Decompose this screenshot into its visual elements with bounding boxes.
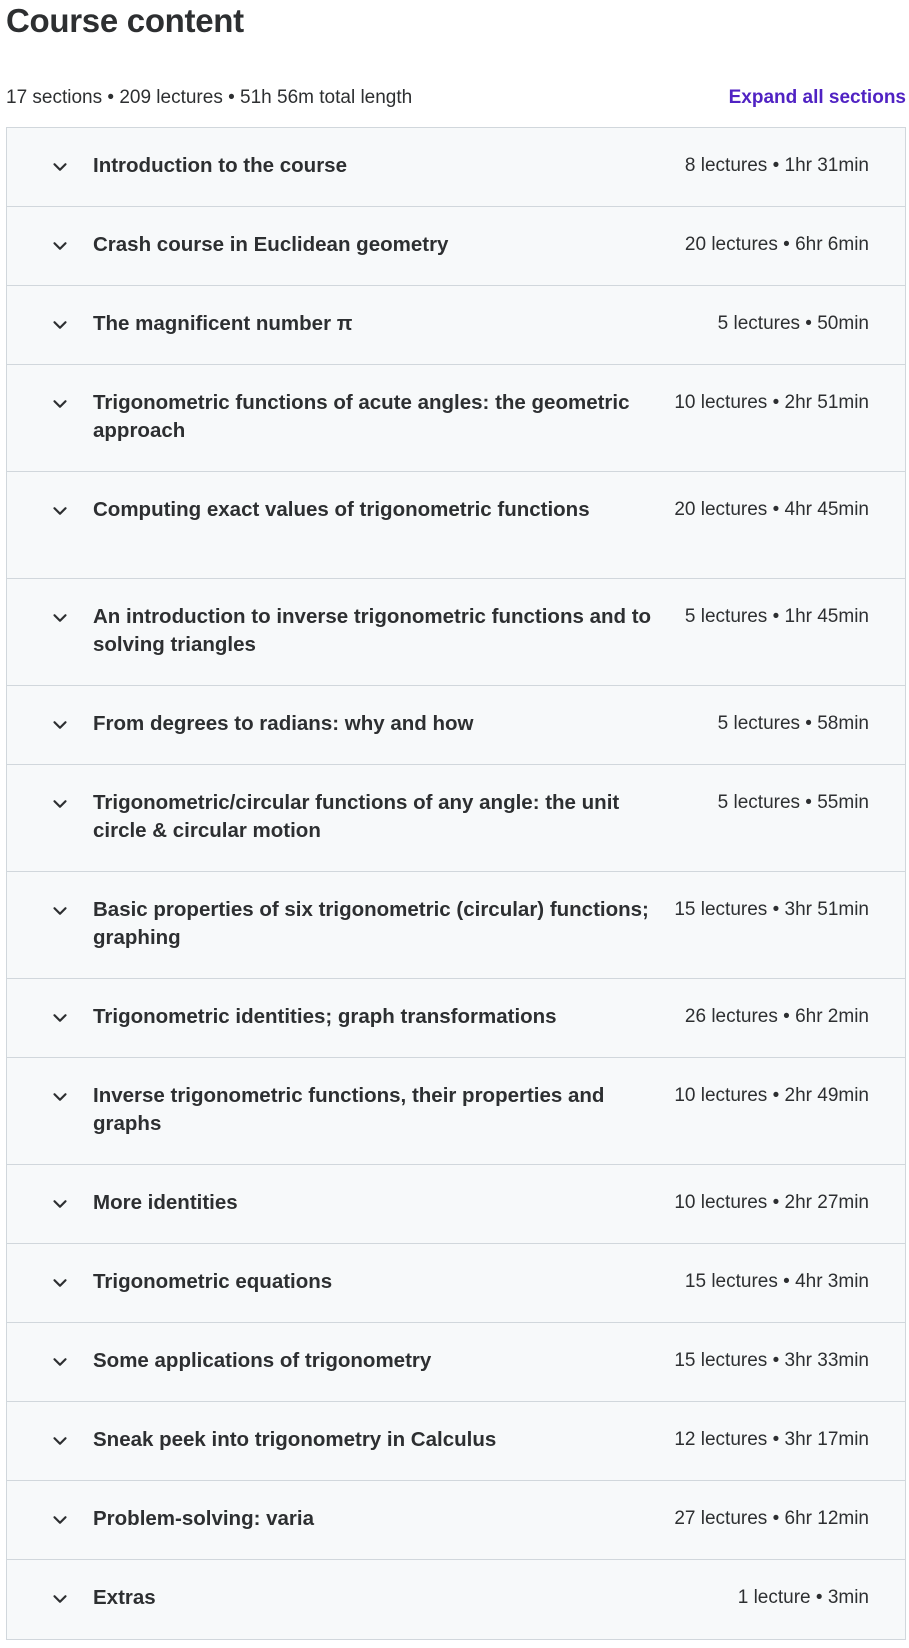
section-row[interactable] <box>7 979 905 1058</box>
section-meta: 27 lectures • 6hr 12min <box>674 1508 869 1529</box>
section-row[interactable] <box>7 128 905 207</box>
section-title: From degrees to radians: why and how <box>93 712 474 735</box>
chevron-down-icon[interactable] <box>49 1509 71 1531</box>
chevron-down-icon[interactable] <box>49 1588 71 1610</box>
section-title: Trigonometric identities; graph transformations <box>93 1005 557 1028</box>
section-meta: 5 lectures • 50min <box>717 313 869 334</box>
section-meta: 12 lectures • 3hr 17min <box>674 1429 869 1450</box>
section-title: Extras <box>93 1586 156 1609</box>
chevron-down-icon[interactable] <box>49 1086 71 1108</box>
section-row[interactable] <box>7 765 905 872</box>
section-row[interactable] <box>7 1323 905 1402</box>
chevron-down-icon[interactable] <box>49 1430 71 1452</box>
section-row[interactable] <box>7 579 905 686</box>
section-title: Problem-solving: varia <box>93 1507 315 1530</box>
section-meta: 15 lectures • 3hr 33min <box>674 1350 869 1371</box>
section-title: Crash course in Euclidean geometry <box>93 233 449 256</box>
chevron-down-icon[interactable] <box>49 314 71 336</box>
chevron-down-icon[interactable] <box>49 235 71 257</box>
section-title: Trigonometric/circular functions of any angle: the unit circle & circular motion <box>93 791 620 842</box>
course-sections-accordion <box>6 127 906 1640</box>
section-row[interactable] <box>7 1560 905 1639</box>
section-title: Sneak peek into trigonometry in Calculus <box>93 1428 497 1451</box>
chevron-down-icon[interactable] <box>49 1351 71 1373</box>
chevron-down-icon[interactable] <box>49 1007 71 1029</box>
section-row[interactable] <box>7 872 905 979</box>
section-row[interactable] <box>7 1165 905 1244</box>
section-row[interactable] <box>7 1058 905 1165</box>
chevron-down-icon[interactable] <box>49 793 71 815</box>
section-row[interactable] <box>7 207 905 286</box>
expand-all-sections-button[interactable]: Expand all sections <box>729 83 906 113</box>
section-meta: 20 lectures • 4hr 45min <box>674 499 869 520</box>
chevron-down-icon[interactable] <box>49 156 71 178</box>
chevron-down-icon[interactable] <box>49 607 71 629</box>
section-meta: 26 lectures • 6hr 2min <box>684 1006 869 1027</box>
section-meta: 10 lectures • 2hr 27min <box>674 1192 869 1213</box>
section-row[interactable] <box>7 365 905 472</box>
section-row[interactable] <box>7 1402 905 1481</box>
chevron-down-icon[interactable] <box>49 714 71 736</box>
section-meta: 15 lectures • 3hr 51min <box>674 899 869 920</box>
section-row[interactable] <box>7 472 905 579</box>
section-title: Trigonometric equations <box>93 1270 333 1293</box>
page-title: Course content <box>6 2 244 39</box>
course-summary: 17 sections • 209 lectures • 51h 56m total length <box>6 87 413 108</box>
section-title: Inverse trigonometric functions, their properties and graphs <box>93 1084 605 1135</box>
section-row[interactable] <box>7 1481 905 1560</box>
section-title: Trigonometric functions of acute angles: the geometric approach <box>93 391 630 442</box>
section-title: The magnificent number π <box>93 312 353 335</box>
chevron-down-icon[interactable] <box>49 500 71 522</box>
course-summary-row <box>6 83 906 113</box>
section-title: Some applications of trigonometry <box>93 1349 432 1372</box>
chevron-down-icon[interactable] <box>49 900 71 922</box>
chevron-down-icon[interactable] <box>49 1193 71 1215</box>
section-row[interactable] <box>7 286 905 365</box>
section-title: Basic properties of six trigonometric (circular) functions; graphing <box>93 898 649 949</box>
chevron-down-icon[interactable] <box>49 1272 71 1294</box>
section-title: More identities <box>93 1191 238 1214</box>
section-row[interactable] <box>7 686 905 765</box>
section-meta: 10 lectures • 2hr 51min <box>674 392 869 413</box>
section-row[interactable] <box>7 1244 905 1323</box>
section-meta: 5 lectures • 55min <box>717 792 869 813</box>
section-title: Introduction to the course <box>93 154 347 177</box>
section-title: Computing exact values of trigonometric functions <box>93 498 590 521</box>
section-meta: 1 lecture • 3min <box>737 1587 869 1608</box>
section-meta: 8 lectures • 1hr 31min <box>684 155 869 176</box>
section-meta: 20 lectures • 6hr 6min <box>684 234 869 255</box>
section-meta: 5 lectures • 58min <box>717 713 869 734</box>
section-title: An introduction to inverse trigonometric functions and to solving triangles <box>93 605 652 656</box>
section-meta: 5 lectures • 1hr 45min <box>684 606 869 627</box>
section-meta: 15 lectures • 4hr 3min <box>684 1271 869 1292</box>
chevron-down-icon[interactable] <box>49 393 71 415</box>
section-meta: 10 lectures • 2hr 49min <box>674 1085 869 1106</box>
